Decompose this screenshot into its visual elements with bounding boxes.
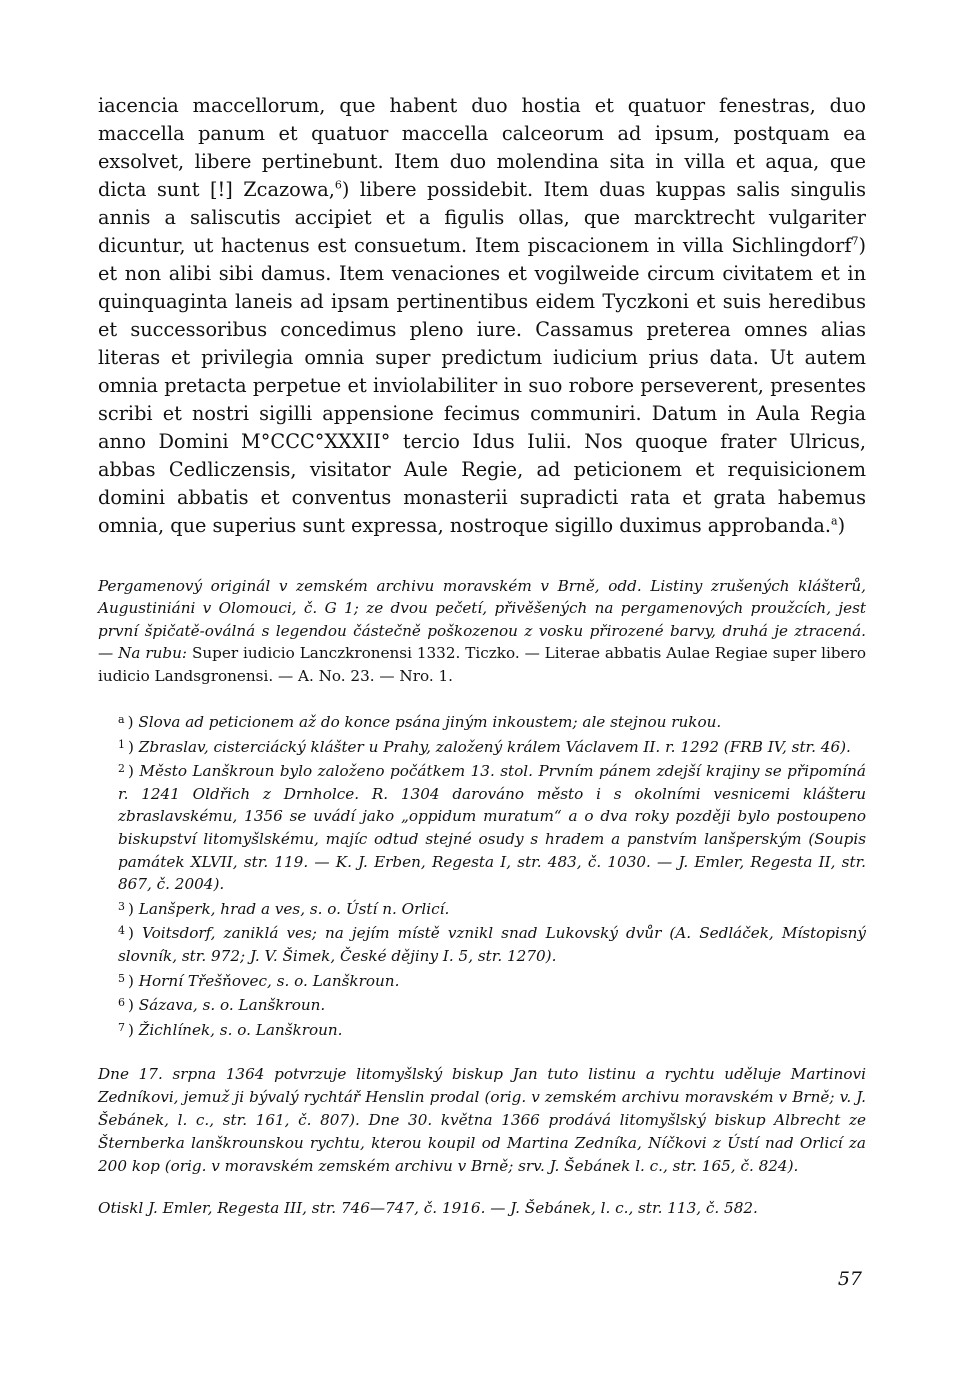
- source-note: [98, 575, 866, 687]
- footnote-text: Sázava, s. o. Lanškroun.: [138, 996, 326, 1015]
- source-note-italic: Pergamenový originál v zemském archivu moravském v Brně, odd. Listiny zrušených klášterů, Augustiniáni v Olomouci, č. G 1; ze dvou pečetí, přivěšených na pergamenových proužcích, jest první špičatě-oválná s legendou částečně poškozenou z vosku přirozené barvy, druhá je ztracená. — Na rubu:: [98, 577, 866, 663]
- footnote-7: $^7$ ) Žichlínek, s. o. Lanškroun.: [118, 1020, 343, 1039]
- footnote-text: Město Lanškroun bylo založeno počátkem 13. stol. Prvním pánem zdejší krajiny se připomíná r. 1241 Oldřich z Drnholce. R. 1304 darováno město i s okolními vesnicemi klášteru zbraslavskému, 1356 se uvádí jako „oppidum muratum“ a o dva roky později bylo postoupeno biskupství litomyšlskému, majíc odtud stejné osudy s hradem a panstvím lanšperským (Soupis památek XLVII, str. 119. — K. J. Erben, Regesta I, str. 483, č. 1030. — J. Emler, Regesta II, str. 867, č. 2004).: [118, 762, 866, 894]
- charter-text-part-3: ) et non alibi sibi damus. Item venaciones et vogilweide circum civitatem et in quinquaginta laneis ad ipsam pertinentibus eidem Tyczkoni et suis heredibus et successoribus concedimus pleno iure. Cassamus preterea omnes alias literas et privilegia omnia super predictum iudicium prius data. Ut autem omnia pretacta perpetue et inviolabiliter in suo robore perseverent, presentes scribi et nostri sigilli appensione fecimus communiri. Datum in Aula Regia anno Domini M°CCC°XXXII° tercio Idus Iulii. Nos quoque frater Ulricus, abbas Cedliczensis, visitator Aule Regie, ad peticionem et requisicionem domini abbatis et conventus monasterii supradicti rata et grata habemus omnia, que superius sunt expressa, nostroque sigillo duximus approbanda.: [98, 234, 866, 537]
- footnote-mark: 7: [118, 1020, 125, 1034]
- charter-text-part-1: iacencia maccellorum, que habent duo hostia et quatuor fenestras, duo maccella panum et quatuor maccella calceorum ad ipsum, postquam ea exsolvet, libere pertinebunt. Item duo molendina sita in villa et aqua, que dicta sunt [!] Zcazowa,: [98, 94, 866, 201]
- footnote-text: Slova ad peticionem až do konce psána jiným inkoustem; ale stejnou rukou.: [138, 713, 722, 732]
- footnote-5: $^5$ ) Horní Třešňovec, s. o. Lanškroun.: [118, 971, 400, 990]
- footnote-2: $^2$ ) Město Lanškroun bylo založeno počátkem 13. stol. Prvním pánem zdejší krajiny se připomíná r. 1241 Oldřich z Drnholce. R. 1304 darováno město i s okolními vesnicemi klášteru zbraslavskému, 1356 se uvádí jako „oppidum muratum“ a o dva roky později bylo postoupeno biskupství litomyšlskému, majíc odtud stejné osudy s hradem a panstvím lanšperským (Soupis památek XLVII, str. 119. — K. J. Erben, Regesta I, str. 483, č. 1030. — J. Emler, Regesta II, str. 867, č. 2004).: [118, 762, 866, 894]
- source-note-roman: Super iudicio Lanczkronensi 1332. Ticzko. — Literae abbatis Aulae Regiae super libero iudicio Landsgronensi. — A. No. 23. — Nro. 1.: [98, 644, 866, 685]
- footnote-mark: a: [118, 713, 125, 727]
- footnote-a: $^a$ ) Slova ad peticionem až do konce psána jiným inkoustem; ale stejnou rukou.: [118, 713, 722, 732]
- footnote-ref-6: 6: [334, 178, 342, 192]
- footnote-mark: 4: [118, 924, 125, 938]
- footnote-6: $^6$ ) Sázava, s. o. Lanškroun.: [118, 996, 326, 1015]
- footnote-mark: 1: [118, 737, 125, 751]
- later-history-note: Dne 17. srpna 1364 potvrzuje litomyšlský biskup Jan tuto listinu a rychtu uděluje Martinovi Zedníkovi, jemuž ji bývalý rychtář Henslin prodal (orig. v zemském archivu moravském v Brně; v. J. Šebánek, l. c., str. 161, č. 807). Dne 30. května 1366 prodává litomyšlský biskup Albrecht ze Šternberka lanškrounskou rychtu, kterou koupil od Martina Zedníka, Níčkovi z Ústí nad Orlicí za 200 kop (orig. v moravském zemském archivu v Brně; srv. J. Šebánek l. c., str. 165, č. 824).: [98, 1065, 866, 1175]
- printed-editions-note: Otiskl J. Emler, Regesta III, str. 746—747, č. 1916. — J. Šebánek, l. c., str. 113, č. 582.: [98, 1199, 758, 1218]
- footnote-mark: 5: [118, 971, 125, 985]
- footnote-mark: 6: [118, 996, 125, 1010]
- footnote-text: Lanšperk, hrad a ves, s. o. Ústí n. Orlicí.: [138, 899, 450, 918]
- footnote-ref-7: 7: [851, 234, 859, 248]
- charter-text: [98, 92, 866, 540]
- footnote-mark: 3: [118, 899, 125, 913]
- footnote-1: $^1$ ) Zbraslav, cisterciácký klášter u Prahy, založený králem Václavem II. r. 1292 (FRB IV, str. 46).: [118, 737, 851, 756]
- footnotes: [98, 709, 866, 1041]
- footnote-4: $^4$ ) Voitsdorf, zaniklá ves; na jejím místě vznikl snad Lukovský dvůr (A. Sedláček, Místopisný slovník, str. 972; J. V. Šimek, České dějiny I. 5, str. 1270).: [118, 924, 866, 965]
- footnote-ref-a: a: [831, 514, 838, 528]
- footnote-text: Zbraslav, cisterciácký klášter u Prahy, založený králem Václavem II. r. 1292 (FRB IV, str. 46).: [138, 737, 851, 756]
- footnote-text: Voitsdorf, zaniklá ves; na jejím místě vznikl snad Lukovský dvůr (A. Sedláček, Místopisný slovník, str. 972; J. V. Šimek, České dějiny I. 5, str. 1270).: [118, 924, 866, 965]
- footnote-text: Horní Třešňovec, s. o. Lanškroun.: [138, 971, 400, 990]
- footnote-3: $^3$ ) Lanšperk, hrad a ves, s. o. Ústí n. Orlicí.: [118, 899, 450, 918]
- charter-text-part-4: ): [837, 514, 846, 537]
- document-page: [98, 92, 866, 1219]
- footnote-mark: 2: [118, 762, 125, 776]
- charter-text-part-2: ) libere possidebit. Item duas kuppas salis singulis annis a saliscutis accipiet et a figulis ollas, que marcktrecht vulgariter dicuntur, ut hactenus est consuetum. Item piscacionem in villa Sichlingdorf: [98, 178, 866, 257]
- page-number: 57: [837, 1268, 862, 1290]
- footnote-text: Žichlínek, s. o. Lanškroun.: [138, 1020, 343, 1039]
